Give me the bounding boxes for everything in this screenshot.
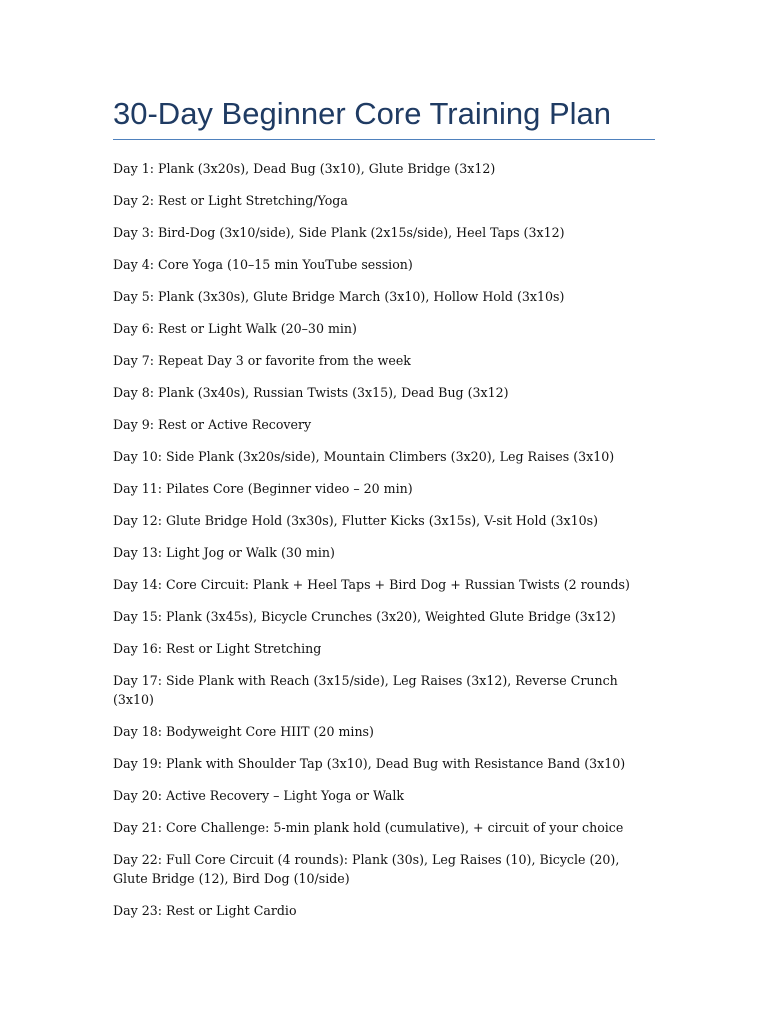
day-entry-11: Day 11: Pilates Core (Beginner video – 20 min) (113, 481, 413, 496)
day-entry-17: Day 17: Side Plank with Reach (3x15/side), Leg Raises (3x12), Reverse Crunch (3x10) (113, 673, 618, 707)
document-page (113, 0, 655, 1024)
day-entry-13: Day 13: Light Jog or Walk (30 min) (113, 545, 335, 560)
title-underline (113, 139, 655, 140)
day-entry-7: Day 7: Repeat Day 3 or favorite from the week (113, 353, 411, 368)
day-entry-20: Day 20: Active Recovery – Light Yoga or Walk (113, 788, 405, 803)
day-entry-3: Day 3: Bird-Dog (3x10/side), Side Plank (2x15s/side), Heel Taps (3x12) (113, 225, 565, 240)
day-entry-12: Day 12: Glute Bridge Hold (3x30s), Flutter Kicks (3x15s), V-sit Hold (3x10s) (113, 513, 599, 528)
day-list (113, 159, 655, 933)
day-entry-10: Day 10: Side Plank (3x20s/side), Mountain Climbers (3x20), Leg Raises (3x10) (113, 449, 615, 464)
day-entry-16: Day 16: Rest or Light Stretching (113, 641, 322, 656)
day-entry-6: Day 6: Rest or Light Walk (20–30 min) (113, 321, 357, 336)
document-title: 30-Day Beginner Core Training Plan (113, 96, 611, 131)
day-entry-22: Day 22: Full Core Circuit (4 rounds): Plank (30s), Leg Raises (10), Bicycle (20), Glute Bridge (12), Bird Dog (10/side) (113, 852, 620, 886)
day-entry-15: Day 15: Plank (3x45s), Bicycle Crunches (3x20), Weighted Glute Bridge (3x12) (113, 609, 616, 624)
day-entry-1: Day 1: Plank (3x20s), Dead Bug (3x10), Glute Bridge (3x12) (113, 161, 496, 176)
day-entry-4: Day 4: Core Yoga (10–15 min YouTube session) (113, 257, 413, 272)
day-entry-5: Day 5: Plank (3x30s), Glute Bridge March (3x10), Hollow Hold (3x10s) (113, 289, 565, 304)
day-entry-18: Day 18: Bodyweight Core HIIT (20 mins) (113, 724, 374, 739)
day-entry-8: Day 8: Plank (3x40s), Russian Twists (3x15), Dead Bug (3x12) (113, 385, 509, 400)
day-entry-9: Day 9: Rest or Active Recovery (113, 417, 312, 432)
day-entry-23: Day 23: Rest or Light Cardio (113, 903, 297, 918)
day-entry-2: Day 2: Rest or Light Stretching/Yoga (113, 193, 348, 208)
day-entry-14: Day 14: Core Circuit: Plank + Heel Taps + Bird Dog + Russian Twists (2 rounds) (113, 577, 630, 592)
day-entry-21: Day 21: Core Challenge: 5-min plank hold (cumulative), + circuit of your choice (113, 820, 624, 835)
day-entry-19: Day 19: Plank with Shoulder Tap (3x10), Dead Bug with Resistance Band (3x10) (113, 756, 626, 771)
